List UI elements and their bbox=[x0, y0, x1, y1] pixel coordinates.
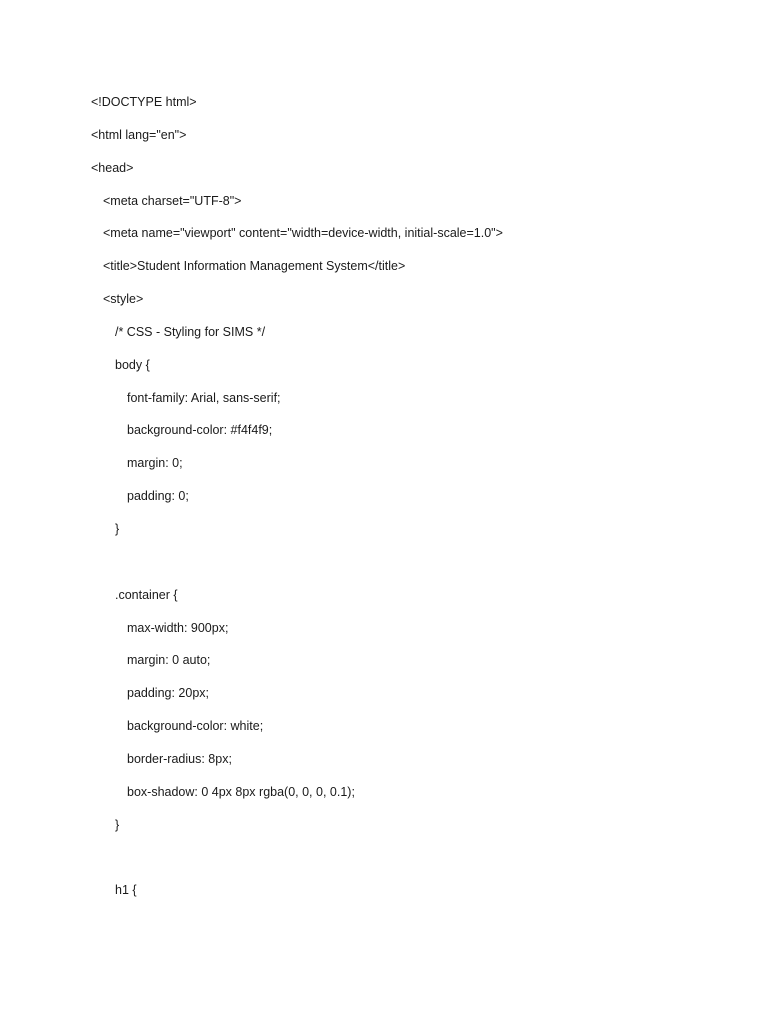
code-line: <meta name="viewport" content="width=device-width, initial-scale=1.0"> bbox=[103, 226, 503, 241]
code-line: <html lang="en"> bbox=[91, 127, 187, 142]
code-line: <!DOCTYPE html> bbox=[91, 95, 197, 109]
code-line: body { bbox=[115, 357, 150, 372]
code-line: background-color: #f4f4f9; bbox=[127, 423, 273, 438]
code-line: font-family: Arial, sans-serif; bbox=[127, 390, 281, 405]
code-line: padding: 20px; bbox=[127, 686, 210, 701]
code-line: .container { bbox=[115, 587, 178, 602]
blank-line bbox=[91, 848, 751, 881]
code-line: <title>Student Information Management System</title> bbox=[103, 259, 406, 274]
code-line: border-radius: 8px; bbox=[127, 751, 232, 766]
code-line: box-shadow: 0 4px 8px rgba(0, 0, 0, 0.1); bbox=[127, 784, 355, 799]
code-line: padding: 0; bbox=[127, 489, 189, 504]
code-line: max-width: 900px; bbox=[127, 620, 229, 635]
code-line: background-color: white; bbox=[127, 719, 264, 734]
code-line: /* CSS - Styling for SIMS */ bbox=[115, 324, 266, 339]
code-line: h1 { bbox=[115, 883, 137, 898]
code-line: } bbox=[115, 521, 120, 536]
code-line: margin: 0; bbox=[127, 456, 183, 471]
code-line: margin: 0 auto; bbox=[127, 653, 211, 668]
code-line: <head> bbox=[91, 160, 134, 175]
code-line: <style> bbox=[103, 292, 144, 307]
code-line: } bbox=[115, 817, 120, 832]
document-body bbox=[91, 93, 751, 914]
code-line: <meta charset="UTF-8"> bbox=[103, 193, 242, 208]
blank-line bbox=[91, 553, 751, 586]
